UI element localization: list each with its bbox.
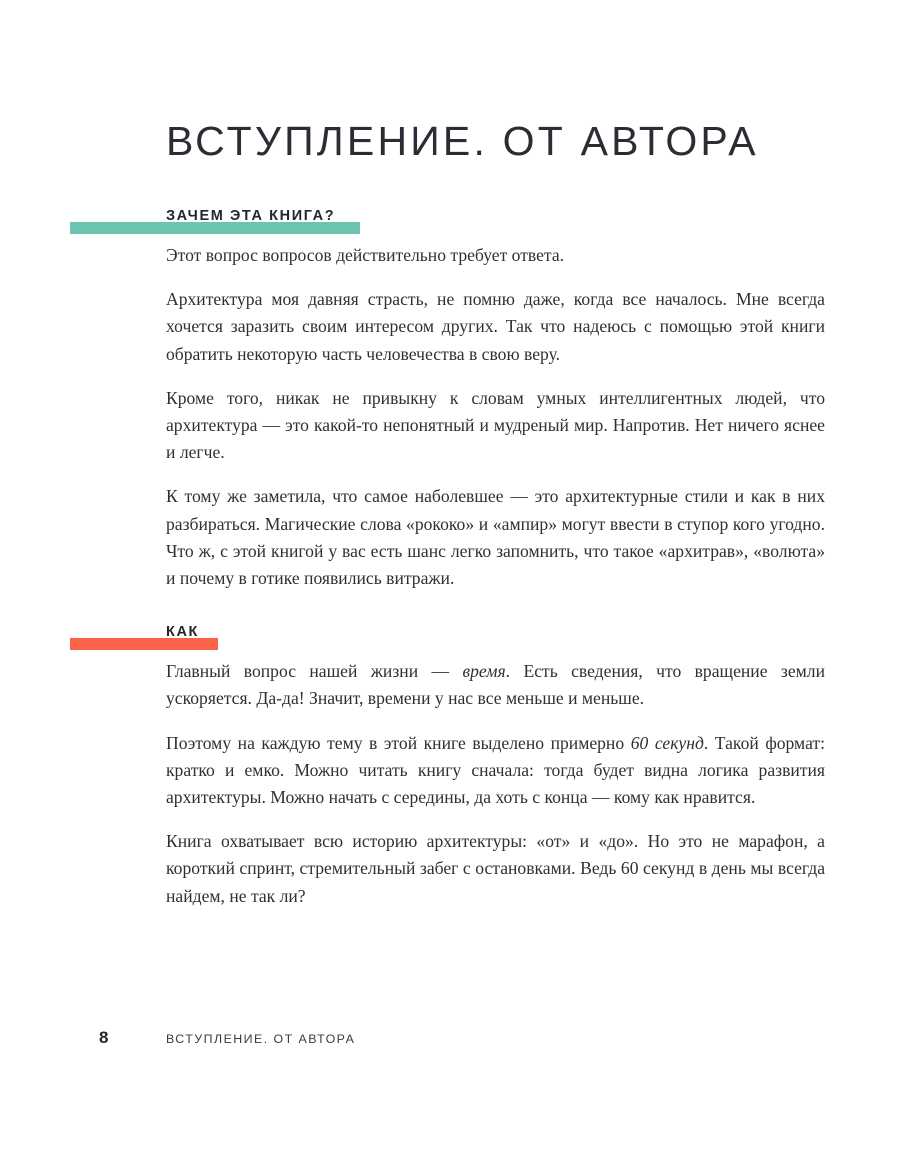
paragraph [166,242,825,269]
paragraph [166,385,825,467]
page-footer [0,1028,907,1054]
paragraph [166,828,825,910]
paragraph [166,483,825,592]
text-run: Кроме того, никак не привыкну к словам умных интеллигентных людей, что архитектура — это какой-то непонятный и мудреный мир. Напротив. Нет ничего яснее и легче. [166,387,825,463]
text-run-emphasis: время [462,661,506,682]
section-kak [166,616,825,910]
text-run: К тому же заметила, что самое наболевшее — это архитектурные стили и как в них разбираться. Магические слова «рококо» и «ампир» могут ввести в ступор кого угодно. Что ж, с этой книгой у вас есть шанс легко запомнить, что такое «архитрав», «волюта» и почему в готике появились витражи. [166,486,825,589]
paragraph [166,730,825,812]
running-head: ВСТУПЛЕНИЕ. ОТ АВТОРА [166,1032,356,1046]
page-title: ВСТУПЛЕНИЕ. ОТ АВТОРА [166,118,759,165]
page-number: 8 [99,1028,109,1047]
text-run: Поэтому на каждую тему в этой книге выделено примерно [166,732,631,753]
content-column [166,200,825,910]
section-heading-1 [166,200,825,234]
section-heading-label: КАК [166,624,199,641]
text-run: Главный вопрос нашей жизни — [166,661,463,682]
text-run: . Такой формат: кратко и емко. Можно читать книгу сначала: тогда будет видна логика развития архитектуры. Можно начать с середины, да хоть с конца — кому как нравится. [166,732,825,808]
text-run: Этот вопрос вопросов действительно требует ответа. [166,245,565,265]
paragraph [166,286,825,368]
text-run: . Есть сведения, что вращение земли ускоряется. Да-да! Значит, времени у нас все меньше и меньше. [166,661,825,709]
section-heading-2 [166,616,825,650]
text-run: Архитектура моя давняя страсть, не помню даже, когда все началось. Мне всегда хочется заразить своим интересом других. Так что надеюсь с помощью этой книги обратить некоторую часть человечества в свою веру. [166,289,825,364]
text-run-emphasis: 60 секунд [630,732,704,753]
paragraph [166,658,825,712]
section-zachem-eta-kniga [166,200,825,592]
text-run: Книга охватывает всю историю архитектуры: «от» и «до». Но это не марафон, а короткий спринт, стремительный забег с остановками. Ведь 60 секунд в день мы всегда найдем, не так ли? [166,831,825,906]
section-heading-label: ЗАЧЕМ ЭТА КНИГА? [166,208,336,224]
